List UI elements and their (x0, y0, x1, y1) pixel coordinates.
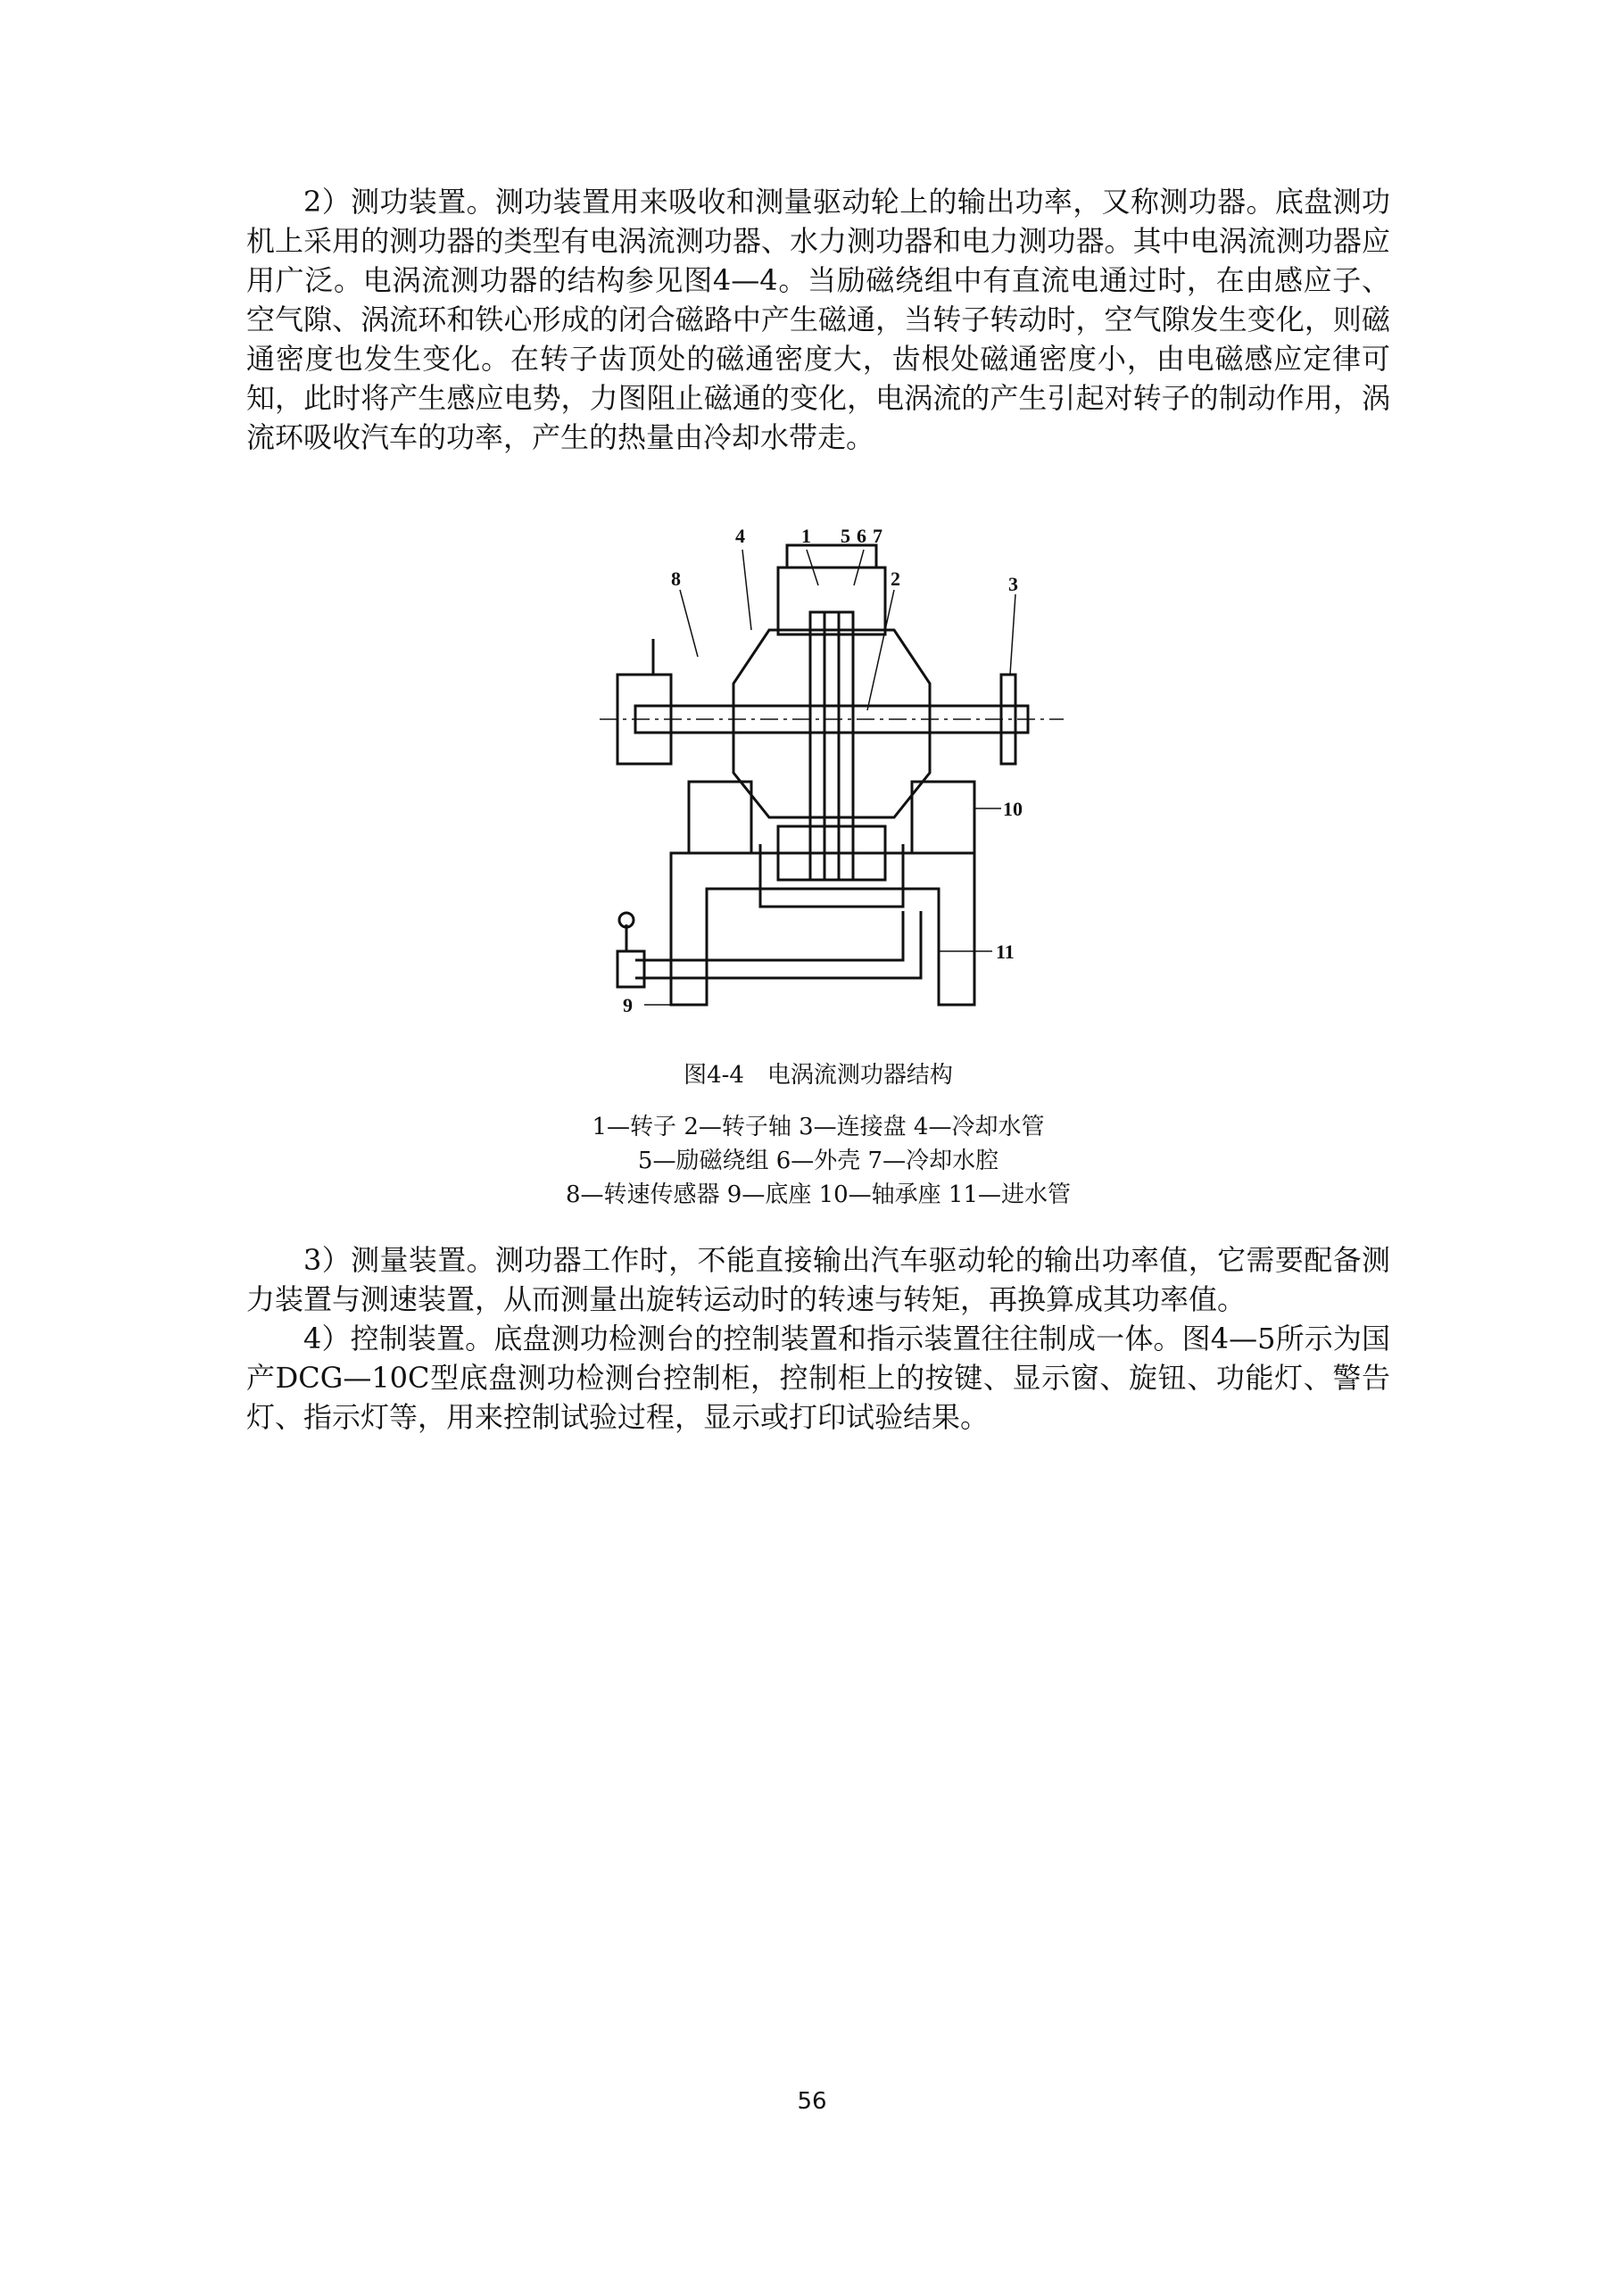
eddy-current-dynamometer-diagram (600, 505, 1064, 1040)
base-frame-shape (671, 853, 974, 1005)
figure-legend-line-1: 1—转子 2—转子轴 3—连接盘 4—冷却水管 (592, 1114, 1045, 1140)
figure-legend-line-3: 8—转速传感器 9—底座 10—轴承座 11—进水管 (565, 1181, 1072, 1208)
part-label-1: 1 (801, 525, 811, 547)
page-number: 56 (797, 2088, 827, 2115)
paragraph-measuring-device: 3）测量装置。测功器工作时，不能直接输出汽车驱动轮的输出功率值，它需要配备测力装置与测速装置，从而测量出旋转运动时的转速与转矩，再换算成其功率值。 (246, 1243, 1390, 1316)
part-label-5: 5 (841, 525, 850, 547)
figure-title: 图4-4 电涡流测功器结构 (684, 1062, 953, 1089)
paragraph-dynamometer: 2）测功装置。测功装置用来吸收和测量驱动轮上的输出功率，又称测功器。底盘测功机上采用的测功器的类型有电涡流测功器、水力测功器和电力测功器。其中电涡流测功器应用广泛。电涡流测功器的结构参见图4—4。当励磁绕组中有直流电通过时，在由感应子、空气隙、涡流环和铁心形成的闭合磁路中产生磁通，当转子转动时，空气隙发生变化，则磁通密度也发生变化。在转子齿顶处的磁通密度大，齿根处磁通密度小，由电磁感应定律可知，此时将产生感应电势，力图阻止磁通的变化，电涡流的产生引起对转子的制动作用，涡流环吸收汽车的功率，产生的热量由冷却水带走。 (246, 185, 1390, 454)
part-label-7: 7 (873, 525, 882, 547)
figure-legend-line-2: 5—励磁绕组 6—外壳 7—冷却水腔 (637, 1148, 999, 1174)
part-label-2: 2 (891, 568, 900, 590)
part-label-8: 8 (671, 568, 681, 590)
part-label-11: 11 (996, 941, 1015, 963)
part-label-6: 6 (857, 525, 866, 547)
part-label-3: 3 (1008, 573, 1018, 595)
part-label-10: 10 (1003, 798, 1023, 820)
paragraph-control-device: 4）控制装置。底盘测功检测台的控制装置和指示装置往往制成一体。图4—5所示为国产DCG—10C型底盘测功检测台控制柜，控制柜上的按键、显示窗、旋钮、功能灯、警告灯、指示灯等，用来控制试验过程，显示或打印试验结果。 (246, 1322, 1390, 1434)
part-label-4: 4 (735, 525, 745, 547)
part-label-9: 9 (623, 994, 633, 1016)
